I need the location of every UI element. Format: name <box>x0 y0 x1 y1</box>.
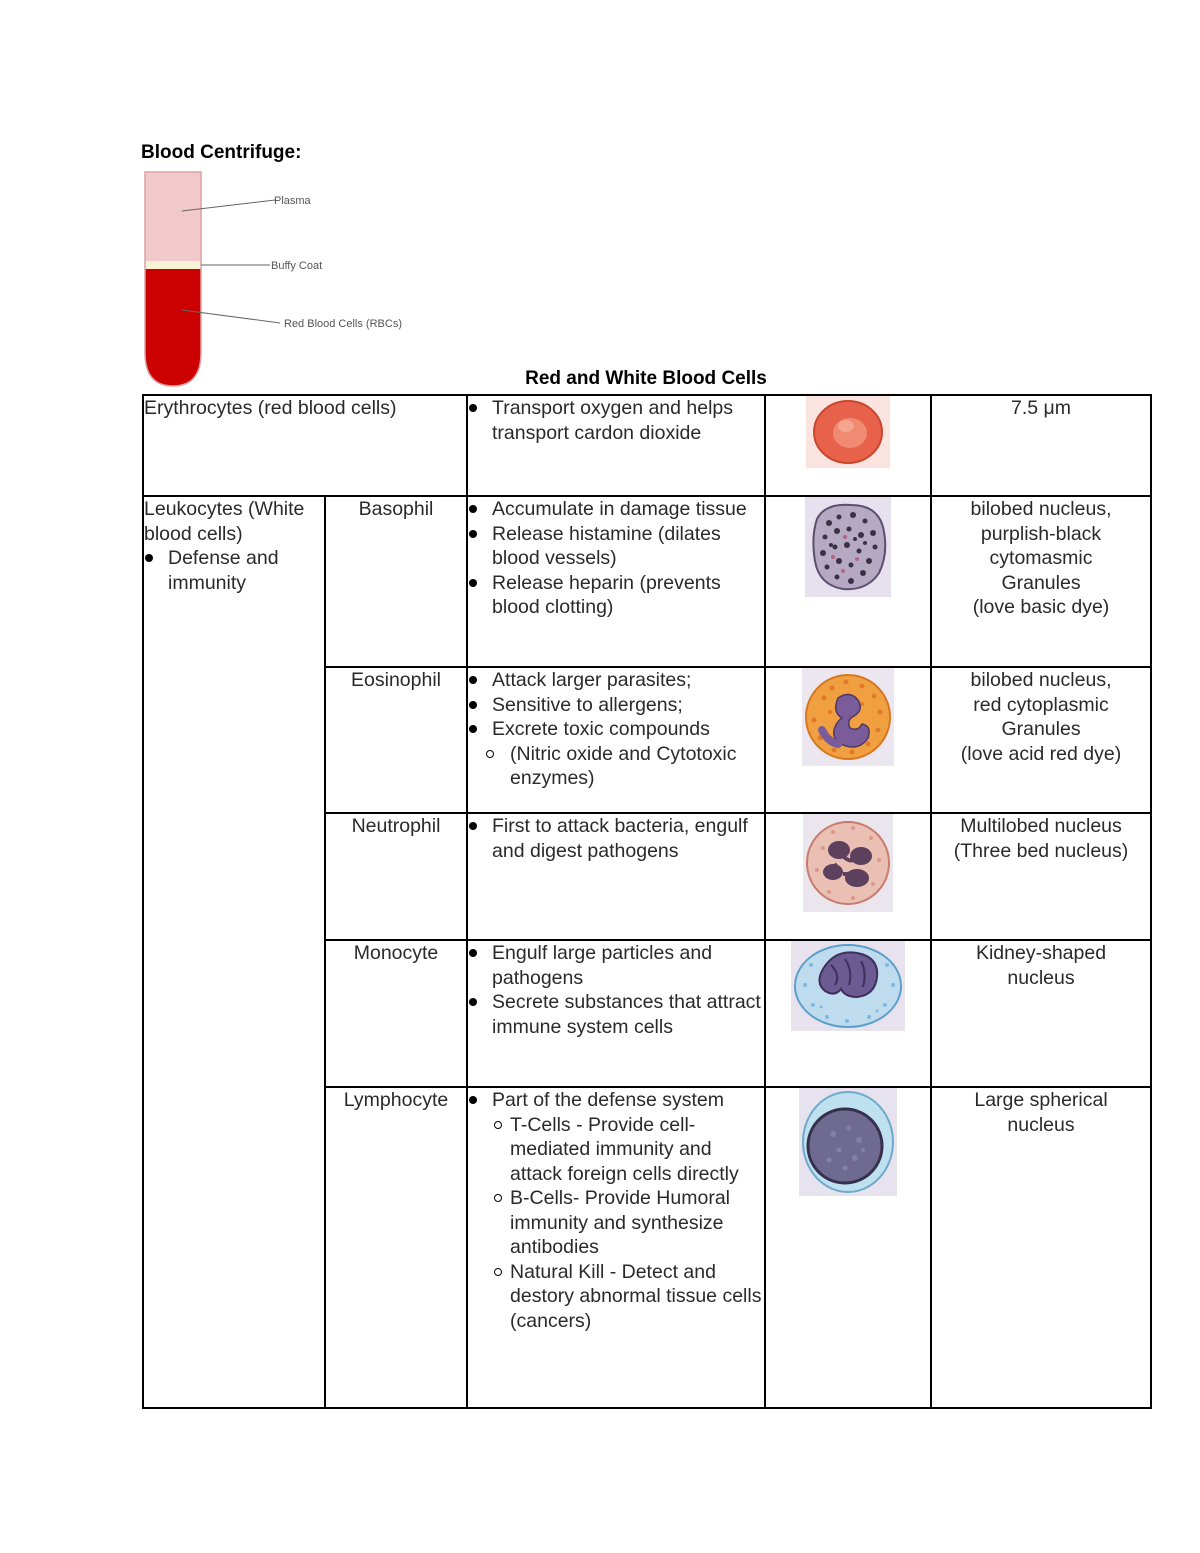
eosinophil-function: Sensitive to allergens; <box>468 693 764 718</box>
plasma-label: Plasma <box>274 195 311 207</box>
red-blood-cell-image <box>806 396 890 468</box>
leukocytes-role: Defense and immunity <box>144 546 324 595</box>
monocyte-image-cell <box>765 940 931 1087</box>
erythrocytes-function-cell <box>467 395 765 496</box>
plasma-layer <box>140 168 210 261</box>
rbc-label: Red Blood Cells (RBCs) <box>284 318 402 330</box>
lymphocyte-function <box>468 1088 764 1333</box>
monocyte-function: Engulf large particles and pathogens <box>468 941 764 990</box>
buffy-coat-layer <box>140 261 210 269</box>
erythrocytes-function: Transport oxygen and helps transport cardon dioxide <box>468 396 764 445</box>
monocyte-function-cell <box>467 940 765 1087</box>
eosinophil-function-cell <box>467 667 765 813</box>
neutrophil-description-cell <box>931 813 1151 940</box>
eosinophil-function: Excrete toxic compounds <box>468 717 764 742</box>
basophil-function: Accumulate in damage tissue <box>468 497 764 522</box>
buffy-coat-label: Buffy Coat <box>271 260 323 272</box>
basophil-function-cell <box>467 496 765 667</box>
eosinophil-name-cell <box>325 667 467 813</box>
neutrophil-image-cell <box>765 813 931 940</box>
basophil-image <box>805 497 891 597</box>
table-row-erythrocytes <box>143 395 1151 496</box>
neutrophil-description-line: Multilobed nucleus <box>960 815 1122 837</box>
erythrocytes-type-cell <box>143 395 467 496</box>
erythrocytes-size: 7.5 μm <box>1011 397 1072 419</box>
lymphocyte-name: Lymphocyte <box>343 1089 449 1111</box>
lymphocyte-function-cell <box>467 1087 765 1408</box>
basophil-description-line: bilobed nucleus, <box>970 498 1112 520</box>
basophil-description-line: (love basic dye) <box>972 596 1110 618</box>
eosinophil-description-line: bilobed nucleus, <box>970 669 1112 691</box>
basophil-description-cell <box>931 496 1151 667</box>
lymphocyte-name-cell <box>325 1087 467 1408</box>
lymphocyte-subfunction: Natural Kill - Detect and destory abnormal tissue cells (cancers) <box>492 1260 764 1334</box>
basophil-description-line: purplish-black <box>980 522 1102 545</box>
monocyte-description-cell <box>931 940 1151 1087</box>
neutrophil-function: First to attack bacteria, engulf and digest pathogens <box>468 814 764 863</box>
basophil-name-cell <box>325 496 467 667</box>
eosinophil-image <box>802 668 894 766</box>
leukocytes-type-cell <box>143 496 325 1408</box>
centrifuge-heading: Blood Centrifuge: <box>141 142 302 163</box>
basophil-description-line: Granules <box>1001 571 1081 594</box>
basophil-description-line: cytomasmic <box>989 547 1093 569</box>
monocyte-function: Secrete substances that attract immune system cells <box>468 990 764 1039</box>
lymphocyte-description-line: nucleus <box>1007 1113 1075 1136</box>
eosinophil-description-cell <box>931 667 1151 813</box>
basophil-name: Basophil <box>358 498 434 520</box>
eosinophil-image-cell <box>765 667 931 813</box>
lymphocyte-subfunction: B-Cells- Provide Humoral immunity and synthesize antibodies <box>492 1186 764 1260</box>
table-title: Red and White Blood Cells <box>525 368 767 389</box>
neutrophil-name: Neutrophil <box>351 815 441 837</box>
table-row-basophil <box>143 496 1151 667</box>
neutrophil-name-cell <box>325 813 467 940</box>
lymphocyte-function-text: Part of the defense system <box>492 1089 724 1111</box>
eosinophil-function: Attack larger parasites; <box>468 668 764 693</box>
monocyte-image <box>791 941 905 1031</box>
basophil-function: Release histamine (dilates blood vessels) <box>468 522 764 571</box>
monocyte-description-line: Kidney-shaped <box>975 942 1107 964</box>
monocyte-description-line: nucleus <box>1007 966 1075 989</box>
eosinophil-description-line: red cytoplasmic <box>973 693 1109 716</box>
centrifuge-tube-diagram <box>140 168 470 393</box>
lymphocyte-image-cell <box>765 1087 931 1408</box>
blood-cells-table <box>142 394 1152 1409</box>
neutrophil-function-cell <box>467 813 765 940</box>
eosinophil-name: Eosinophil <box>351 669 441 691</box>
erythrocytes-label: Erythrocytes (red blood cells) <box>144 397 397 419</box>
basophil-function: Release heparin (prevents blood clotting) <box>468 571 764 620</box>
neutrophil-description-line: (Three bed nucleus) <box>953 839 1129 862</box>
lymphocyte-subfunction: T-Cells - Provide cell-mediated immunity and attack foreign cells directly <box>492 1113 764 1187</box>
leukocytes-label: Leukocytes (White blood cells) <box>144 498 305 545</box>
lymphocyte-description-cell <box>931 1087 1151 1408</box>
monocyte-name: Monocyte <box>353 942 439 964</box>
eosinophil-subfunction: (Nitric oxide and Cytotoxic enzymes) <box>470 742 764 791</box>
lymphocyte-image <box>799 1088 897 1196</box>
eosinophil-description-line: Granules <box>1001 718 1081 740</box>
eosinophil-description-line: (love acid red dye) <box>960 742 1122 765</box>
erythrocytes-image-cell <box>765 395 931 496</box>
neutrophil-image <box>803 814 893 912</box>
lymphocyte-description-line: Large spherical <box>974 1089 1108 1111</box>
monocyte-name-cell <box>325 940 467 1087</box>
basophil-image-cell <box>765 496 931 667</box>
erythrocytes-size-cell <box>931 395 1151 496</box>
